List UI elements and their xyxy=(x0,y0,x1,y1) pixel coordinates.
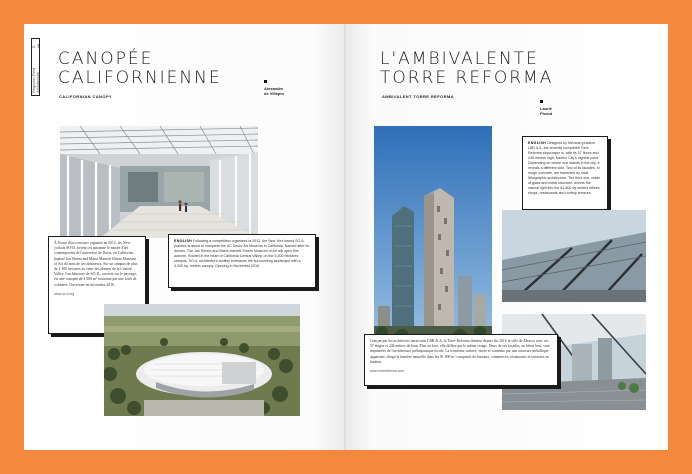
page-number: 2-30 xyxy=(30,43,41,49)
photo-credit: www.so-il.org xyxy=(54,291,75,296)
page-side-tab xyxy=(31,38,40,96)
author-line: de Villepin xyxy=(264,91,284,96)
right-page xyxy=(346,24,668,450)
title-line: L'AMBIVALENTE xyxy=(380,49,539,69)
author-marker-icon xyxy=(540,100,543,103)
article-title-torre-reforma xyxy=(380,50,553,88)
magazine-spread xyxy=(24,24,668,450)
author-line: Alexandre xyxy=(264,86,284,91)
author-line: Laurie xyxy=(540,106,553,111)
left-page xyxy=(24,24,346,450)
structure-detail-photo xyxy=(502,210,646,302)
french-body-text: Conçue par les architectes mexicains LBR & A, la Torre Reforma domine depuis fin 2016 la ville de Mexico avec ses 57 étages et 246 mètres de haut. Plus ou face, elle diffère par le même visage. Deux de ses façades, en béton brut, sont imprimées de l'architecture préhispanique locale. La troisième surface, vitrée et soutenue par une structure métallique apparente, dirige la lumière naturelle dans les 81 800 m² composés de bureaux, commerces, restaurants et terrasses en hauteur. xyxy=(370,339,550,364)
french-text-box xyxy=(364,334,558,386)
museum-aerial-photo xyxy=(104,304,300,416)
article-subtitle: AMBIVALENT TORRE REFORMA xyxy=(382,94,454,99)
title-line: CANOPÉE xyxy=(58,49,154,69)
author-marker-icon xyxy=(264,80,267,83)
english-body-text: Designed by Mexican practice LBR & A, the recently completed Torre Reforma skyscraper is, with its 57 floors and 246 meters high, Mexico City's highest point. Depending on where one stands in the city, it reveals a different side. Two of its facades, in rough concrete, are traversed by local lithographic architecture. The third one, made of glass and metal structure, directs the natural light into the 81,800 sq.meters offices, shops, restaurants and rooftop terraces. xyxy=(528,141,601,195)
english-text-box xyxy=(168,234,316,288)
article-subtitle: CALIFORNIAN CANOPY xyxy=(59,94,112,99)
english-label: ENGLISH xyxy=(174,239,193,243)
english-body-text: Following a competition organized in 2012, the New York based SO-IL practice is about to complete the UC Davis' Art Museum in California. Named after its donors, The Jan Shrem and Maria Manetti Shrem Museum of Art will open this autumn. Rooted in the heart of California Central Valley, on the 5,300 hectares campus, SO-IL architecture audibly embraces the surrounding landscape with a 4,000 sq. meters canopy. Opening in November 2016. xyxy=(174,239,310,268)
author-byline xyxy=(264,80,284,96)
canopy-interior-photo xyxy=(60,126,258,238)
section-label: Regional Field · Architecture xyxy=(31,65,40,93)
title-line: TORRE REFORMA xyxy=(380,68,554,88)
french-body-text: À l'issue d'un concours organisé en 2012, les New-yorkais SO-IL livrent cet automne le musée d'art contemporain de l'université de Davis, en Californie, baptisé Jan Shrem and Maria Manetti Shrem Museum of Art du nom de ses donateurs. Sur un campus de plus de 2 300 hectares au cœur des plaines de la Central Valley, l'architecture de SO-IL, ouverte sur le paysage, est une canopée de 4 000 m² soutenue par une forêt de colonnes. Ouverture en novembre 2016. xyxy=(54,241,138,287)
torre-reforma-photo xyxy=(374,126,492,354)
title-line: CALIFORNIENNE xyxy=(58,68,222,88)
author-byline xyxy=(540,100,552,116)
author-line: Picout xyxy=(540,111,553,116)
english-label: ENGLISH xyxy=(528,141,547,145)
english-text-box xyxy=(522,136,608,210)
photo-credit: www.torrereforma.com xyxy=(370,369,405,374)
article-title-canopy xyxy=(58,50,222,88)
